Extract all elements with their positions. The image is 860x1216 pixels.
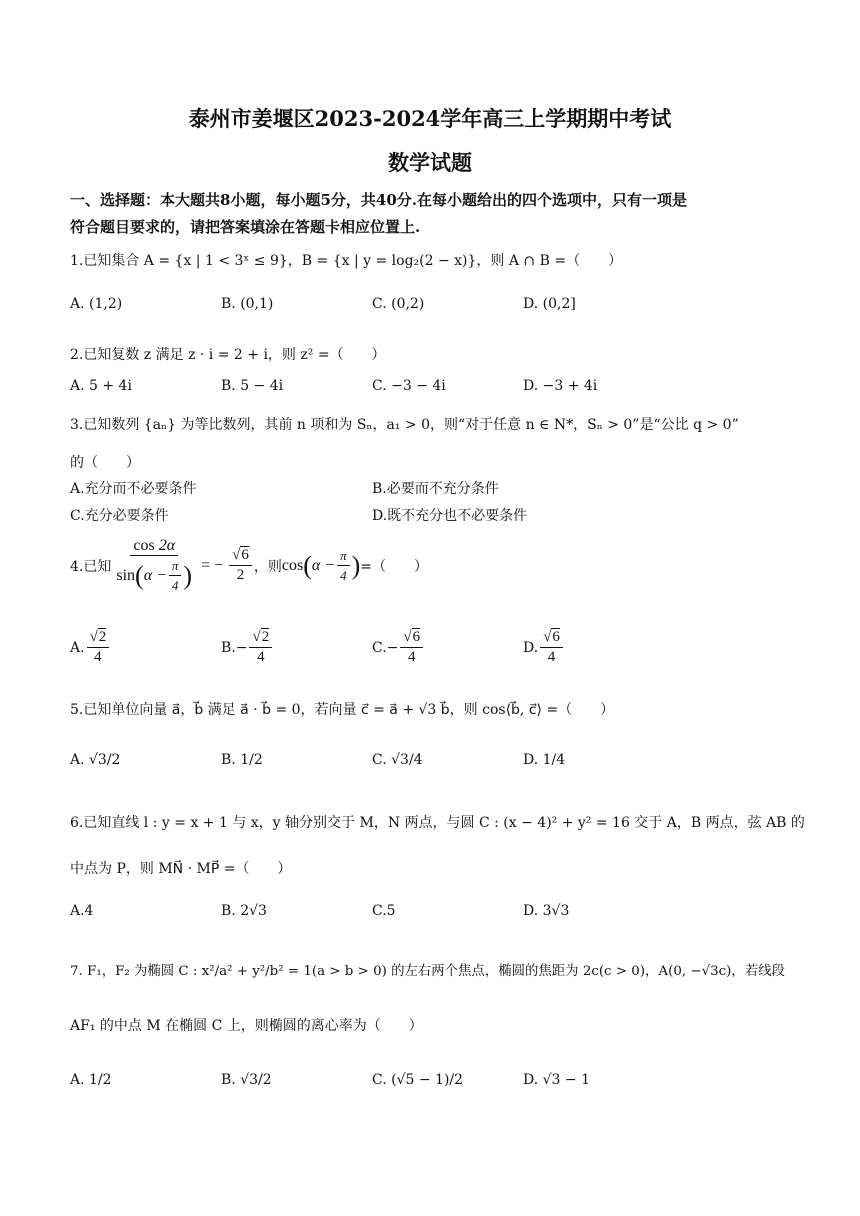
question-1-stem: 1.已知集合 A = {x | 1 < 3ˣ ≤ 9}，B = {x | y = log₂(2 − x)}，则 A ∩ B =（ ） <box>70 253 623 269</box>
question-6-stem: 6.已知直线 l : y = x + 1 与 x，y 轴分别交于 M，N 两点，与圆 C : (x − 4)² + y² = 16 交于 A，B 两点，弦 AB 的 <box>70 815 805 831</box>
q3-option-c: C.充分必要条件 <box>70 508 169 524</box>
q6-option-a: A.4 <box>70 903 94 919</box>
q7-option-a: A. 1/2 <box>70 1072 112 1088</box>
q4-option-b: B.− $\frac{√2}{4}$ <box>221 628 274 667</box>
q4-rhs-fraction: $\frac{√6}{2}$ <box>229 546 252 585</box>
q5-option-b: B. 1/2 <box>221 752 263 768</box>
q1-option-d: D. (0,2] <box>523 296 576 312</box>
q1-option-a: A. (1,2) <box>70 296 123 312</box>
q3-option-a: A.充分而不必要条件 <box>70 481 197 497</box>
q3-option-d: D.既不充分也不必要条件 <box>372 508 528 524</box>
q4-suffix: =（ ） <box>360 558 428 575</box>
section-heading-line2: 符合题目要求的，请把答案填涂在答题卡相应位置上. <box>70 218 421 236</box>
question-5-stem: 5.已知单位向量 a⃗，b⃗ 满足 a⃗ · b⃗ = 0，若向量 c⃗ = a⃗ + √3 b⃗，则 cos⟨b⃗, c⃗⟩ =（ ） <box>70 702 615 718</box>
q2-option-a: A. 5 + 4i <box>70 378 132 394</box>
q4-option-d: D. $\frac{√6}{4}$ <box>523 628 565 667</box>
q2-option-d: D. −3 + 4i <box>523 378 598 394</box>
q1-option-b: B. (0,1) <box>221 296 274 312</box>
question-3-stem: 3.已知数列 {aₙ} 为等比数列，其前 n 项和为 Sₙ，a₁ > 0，则“对于任意 n ∈ N*，Sₙ > 0”是“公比 q > 0” <box>70 417 739 433</box>
q5-option-c: C. √3/4 <box>372 752 423 768</box>
exam-title: 泰州市姜堰区2023-2024学年高三上学期期中考试 <box>188 106 672 131</box>
q4-mid: ，则 <box>253 558 282 575</box>
q1-option-c: C. (0,2) <box>372 296 425 312</box>
q3-option-b: B.必要而不充分条件 <box>372 481 499 497</box>
q4-option-a: A. $\frac{√2}{4}$ <box>70 628 111 667</box>
q4-prefix: 4.已知 <box>70 558 112 575</box>
q7-option-c: C. (√5 − 1)/2 <box>372 1072 464 1088</box>
q5-option-a: A. √3/2 <box>70 752 121 768</box>
exam-subject: 数学试题 <box>388 150 472 175</box>
question-7-stem: 7. F₁，F₂ 为椭圆 C : x²/a² + y²/b² = 1(a > b > 0) 的左右两个焦点，椭圆的焦距为 2c(c > 0)，A(0, −√3c)，若线段 <box>70 964 785 979</box>
section-heading-line1: 一、选择题：本大题共8小题，每小题5分，共40分.在每小题给出的四个选项中，只有一项是 <box>70 191 687 209</box>
question-4-stem: 4.已知 cos 2α sin ( α − $\frac{\pi}{4}$ ) = − $\frac{√6}{2}$ ，则 cos ( α − $\frac{\pi}{4}$ ) =（ ） <box>70 537 428 593</box>
q5-option-d: D. 1/4 <box>523 752 566 768</box>
question-6-stem-cont: 中点为 P，则 MN⃗ · MP⃗ =（ ） <box>70 861 292 877</box>
question-2-stem: 2.已知复数 z 满足 z · i = 2 + i，则 z² =（ ） <box>70 347 386 363</box>
q6-option-c: C.5 <box>372 903 396 919</box>
q6-option-b: B. 2√3 <box>221 903 267 919</box>
q2-option-b: B. 5 − 4i <box>221 378 284 394</box>
q2-option-c: C. −3 − 4i <box>372 378 446 394</box>
q7-option-d: D. √3 − 1 <box>523 1072 590 1088</box>
question-7-stem-cont: AF₁ 的中点 M 在椭圆 C 上，则椭圆的离心率为（ ） <box>70 1018 423 1034</box>
question-3-stem-cont: 的（ ） <box>70 455 140 471</box>
q4-option-c: C.− $\frac{√6}{4}$ <box>372 628 425 667</box>
q6-option-d: D. 3√3 <box>523 903 570 919</box>
q7-option-b: B. √3/2 <box>221 1072 272 1088</box>
q4-lhs-fraction: cos 2α sin ( α − $\frac{\pi}{4}$ ) <box>116 537 193 593</box>
